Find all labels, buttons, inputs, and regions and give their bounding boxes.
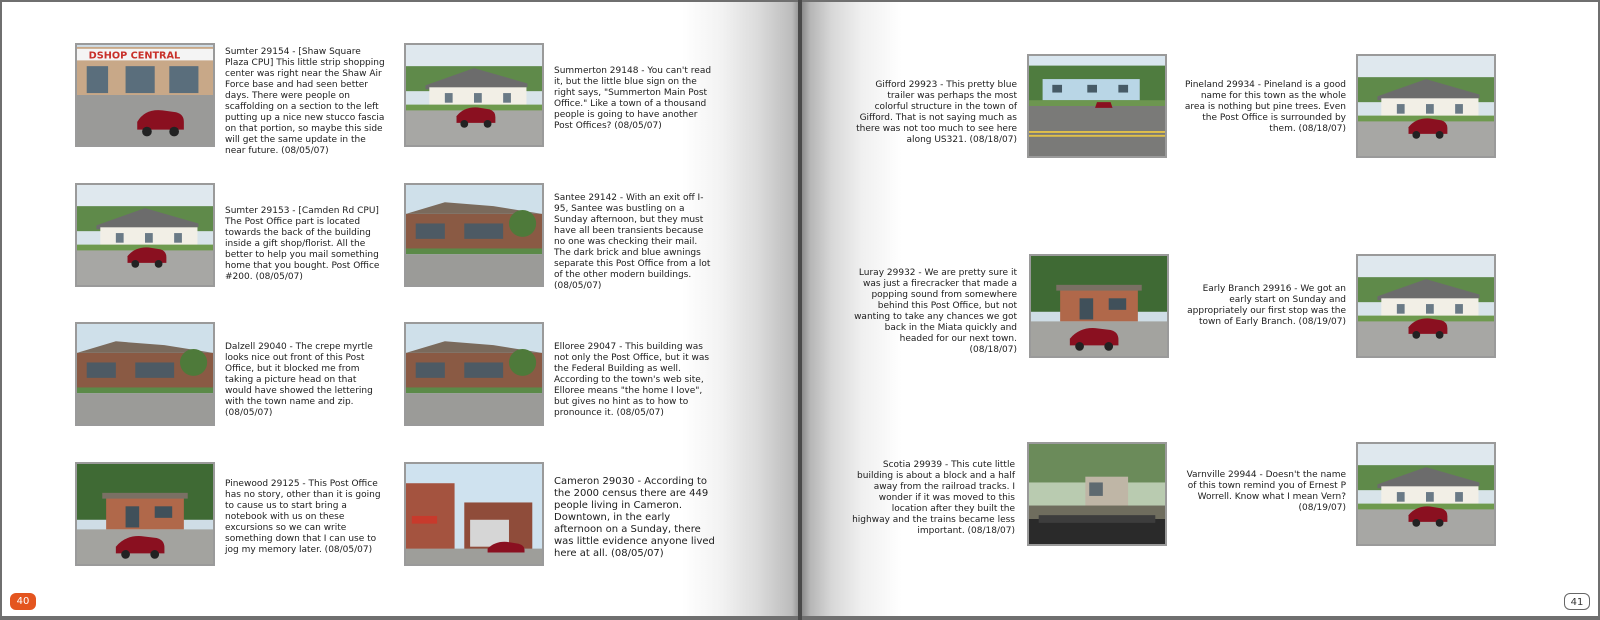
post-office-photo[interactable]	[404, 322, 544, 426]
post-office-photo[interactable]	[1027, 54, 1167, 158]
photo-caption: Dalzell 29040 - The crepe myrtle looks nice out front of this Post Office, but it blocked me from taking a picture head on that would have showed the lettering with the town name and zip. (08/05/07)	[225, 342, 373, 418]
photo-caption: Santee 29142 - With an exit off I-95, Santee was bustling on a Sunday afternoon, but they must have all been transients because no one was checking their mail. The dark brick and blue awnings separate this Post Office from a lot of the other modern buildings. (08/05/07)	[554, 193, 711, 291]
photo-caption: Cameron 29030 - According to the 2000 census there are 449 people living in Cameron. Downtown, in the early afternoon on a Sunday, there was little evidence anyone lived here at all. (08/05/07)	[554, 476, 715, 559]
post-office-photo[interactable]	[404, 183, 544, 287]
left-page	[2, 2, 798, 616]
photo-caption: Pineland 29934 - Pineland is a good name for this town as the whole area is nothing but pine trees. Even the Post Office is surrounded by them. (08/18/07)	[1184, 80, 1346, 134]
post-office-photo[interactable]	[1356, 254, 1496, 358]
photo-caption: Pinewood 29125 - This Post Office has no story, other than it is going to cause us to start bring a notebook with us on these excursions so we can write something down that I can use to jog my memory later. (08/05/07)	[225, 479, 381, 555]
photo-caption: Scotia 29939 - This cute little building is about a block and a half away from the railroad tracks. I wonder if it was moved to this location after they built the highway and the trains became less important. (08/18/07)	[852, 460, 1015, 536]
post-office-photo[interactable]	[1356, 54, 1496, 158]
post-office-photo[interactable]	[404, 462, 544, 566]
right-page	[802, 2, 1598, 616]
post-office-photo[interactable]	[1027, 442, 1167, 546]
photo-caption: Elloree 29047 - This building was not only the Post Office, but it was the Federal Building as well. According to the town's web site, Elloree means "the home I love", but gives no hint as to how to pronounce it. (08/05/07)	[554, 342, 710, 418]
photo-caption: Summerton 29148 - You can't read it, but the little blue sign on the right says, "Summerton Main Post Office." Like a town of a thousand people is going to have another Post Offices? (08/05/07)	[554, 66, 712, 131]
page-number: 40	[10, 593, 36, 610]
post-office-photo[interactable]	[75, 183, 215, 287]
post-office-photo[interactable]	[404, 43, 544, 147]
post-office-photo[interactable]	[75, 43, 215, 147]
post-office-photo[interactable]	[75, 322, 215, 426]
post-office-photo[interactable]	[75, 462, 215, 566]
post-office-photo[interactable]	[1356, 442, 1496, 546]
photo-caption: Sumter 29154 - [Shaw Square Plaza CPU] This little strip shopping center was right near the Shaw Air Force base and had seen better days. There were people on scaffolding on a section to the left putting up a nice new stucco fascia on that portion, so maybe this side will get the same update in the near future. (08/05/07)	[225, 47, 385, 156]
photo-caption: Sumter 29153 - [Camden Rd CPU] The Post Office part is located towards the back of the building inside a gift shop/florist. All the better to help you mail something home that you bought. Post Office #200. (08/05/07)	[225, 206, 380, 282]
photo-caption: Varnville 29944 - Doesn't the name of this town remind you of Ernest P Worrell. Know what I mean Vern? (08/19/07)	[1186, 470, 1346, 513]
photo-caption: Luray 29932 - We are pretty sure it was just a firecracker that made a popping sound from somewhere behind this Post Office, but not wanting to take any chances we got back in the Miata quickly and headed for our next town. (08/18/07)	[854, 268, 1017, 355]
photo-caption: Gifford 29923 - This pretty blue trailer was perhaps the most colorful structure in the town of Gifford. That is not saying much as there was not too much to see here along US321. (08/18/07)	[856, 80, 1017, 145]
photo-caption: Early Branch 29916 - We got an early start on Sunday and appropriately our first stop was the town of Early Branch. (08/19/07)	[1187, 284, 1346, 327]
page-number: 41	[1564, 593, 1590, 610]
post-office-photo[interactable]	[1029, 254, 1169, 358]
